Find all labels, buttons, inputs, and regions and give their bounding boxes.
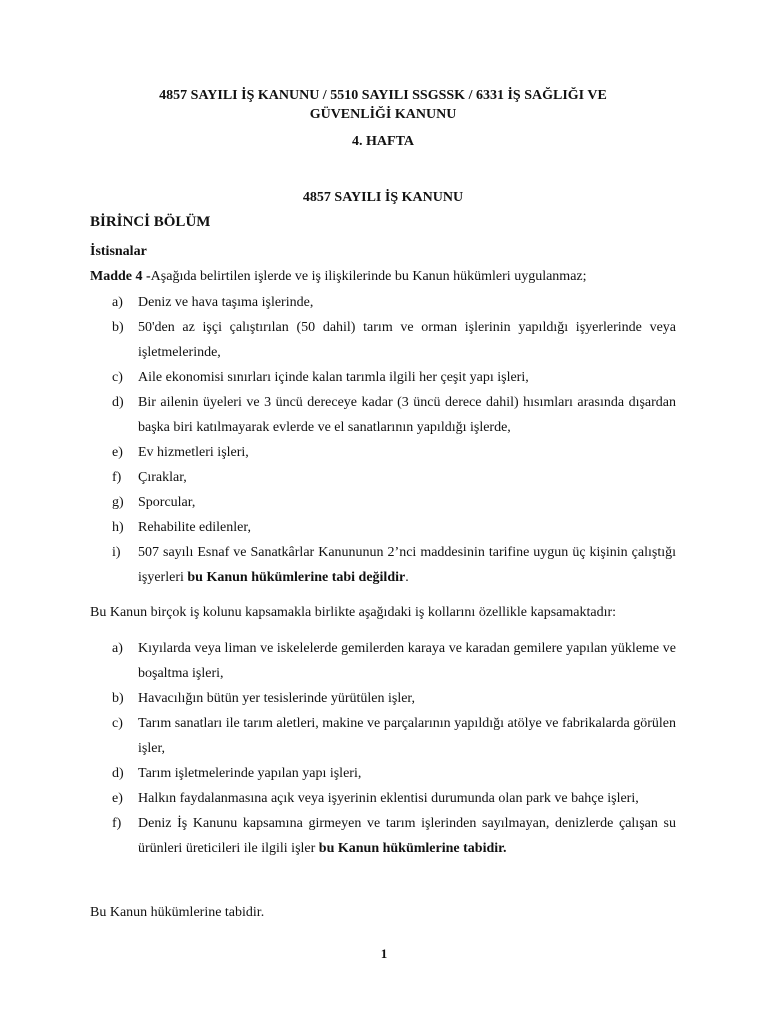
list-marker: b): [112, 691, 124, 706]
list-item: [90, 440, 676, 465]
law-title: 4857 SAYILI İŞ KANUNU: [302, 190, 464, 205]
list-item-text: 50'den az işçi çalıştırılan (50 dahil) tarım ve orman işlerinin yapıldığı işyerlerinde veya işletmelerinde,: [138, 320, 676, 360]
list-item: [90, 315, 676, 365]
exceptions-list: [90, 290, 676, 590]
list-item-text: Havacılığın bütün yer tesislerinde yürütülen işler,: [138, 691, 416, 706]
article-text: Aşağıda belirtilen işlerde ve iş ilişkilerinde bu Kanun hükümleri uygulanmaz;: [150, 269, 587, 284]
list-item-text: Halkın faydalanmasına açık veya işyerinin eklentisi durumunda olan park ve bahçe işleri,: [138, 791, 639, 806]
title-line-2: GÜVENLİĞİ KANUNU: [309, 107, 457, 122]
list-item-text-emphasis: bu Kanun hükümlerine tabidir.: [318, 841, 507, 856]
list-marker: d): [112, 395, 124, 410]
list-item: [90, 365, 676, 390]
list-marker: c): [112, 370, 123, 385]
list-item-text: Ev hizmetleri işleri,: [138, 445, 249, 460]
article-intro: [90, 269, 676, 285]
list-item-text: [138, 540, 676, 590]
week-label: 4. HAFTA: [352, 134, 414, 149]
list-marker: f): [112, 470, 122, 485]
article-label: Madde 4 -: [90, 269, 151, 284]
list-item-text: Çıraklar,: [138, 470, 187, 485]
chapter-heading: BİRİNCİ BÖLÜM: [90, 214, 211, 230]
list-item: [90, 290, 676, 315]
list-marker: a): [112, 641, 123, 656]
list-item: [90, 540, 676, 590]
list-item-text-plain: Deniz İş Kanunu kapsamına girmeyen ve tarım işlerinden sayılmayan, denizlerde çalışan su ürünleri üreticileri ile ilgili işler: [138, 816, 676, 856]
coverage-list: [90, 636, 676, 861]
list-item: [90, 465, 676, 490]
list-item-text: Aile ekonomisi sınırları içinde kalan tarımla ilgili her çeşit yapı işleri,: [138, 370, 529, 385]
list-item: [90, 390, 676, 440]
list-item-text: Tarım sanatları ile tarım aletleri, makine ve parçalarının yapıldığı atölye ve fabrikalarda görülen işler,: [138, 716, 676, 756]
closing-sentence: Bu Kanun hükümlerine tabidir.: [90, 905, 265, 920]
section-subtitle: İstisnalar: [90, 244, 147, 259]
list-item-text: [138, 811, 676, 861]
list-marker: f): [112, 816, 122, 831]
list-item: [90, 786, 676, 811]
list-item-text-plain: 507 sayılı Esnaf ve Sanatkârlar Kanununun 2’nci maddesinin tarifine uygun üç kişinin çalıştığı işyerleri: [138, 545, 676, 585]
list-marker: a): [112, 295, 123, 310]
list-item: [90, 515, 676, 540]
list-marker: h): [112, 520, 124, 535]
list-marker: e): [112, 445, 123, 460]
list-item-text-tail: .: [405, 570, 409, 585]
list-marker: g): [112, 495, 124, 510]
list-item: [90, 686, 676, 711]
list-item: [90, 711, 676, 761]
coverage-intro: Bu Kanun birçok iş kolunu kapsamakla birlikte aşağıdaki iş kollarını özellikle kapsamaktadır:: [90, 605, 617, 620]
list-item: [90, 636, 676, 686]
title-line-1: 4857 SAYILI İŞ KANUNU / 5510 SAYILI SSGSSK / 6331 İŞ SAĞLIĞI VE: [159, 88, 607, 103]
list-item-text: Sporcular,: [138, 495, 196, 510]
document-title: [90, 86, 676, 124]
list-item: [90, 811, 676, 861]
list-item: [90, 490, 676, 515]
list-marker: b): [112, 320, 124, 335]
list-marker: e): [112, 791, 123, 806]
list-item-text: Bir ailenin üyeleri ve 3 üncü dereceye kadar (3 üncü derece dahil) hısımları arasında dışardan başka biri katılmayarak evlerde ve el sanatlarının yapıldığı işlerde,: [138, 395, 676, 435]
list-marker: i): [112, 545, 121, 560]
list-item-text: Deniz ve hava taşıma işlerinde,: [138, 295, 314, 310]
list-marker: d): [112, 766, 124, 781]
page-number: 1: [380, 946, 388, 961]
list-item-text-emphasis: bu Kanun hükümlerine tabi değildir: [187, 570, 406, 585]
list-item-text: Kıyılarda veya liman ve iskelelerde gemilerden karaya ve karadan gemilere yapılan yükleme ve boşaltma işleri,: [138, 641, 676, 681]
list-item-text: Tarım işletmelerinde yapılan yapı işleri,: [138, 766, 362, 781]
list-marker: c): [112, 716, 123, 731]
list-item-text: Rehabilite edilenler,: [138, 520, 251, 535]
list-item: [90, 761, 676, 786]
